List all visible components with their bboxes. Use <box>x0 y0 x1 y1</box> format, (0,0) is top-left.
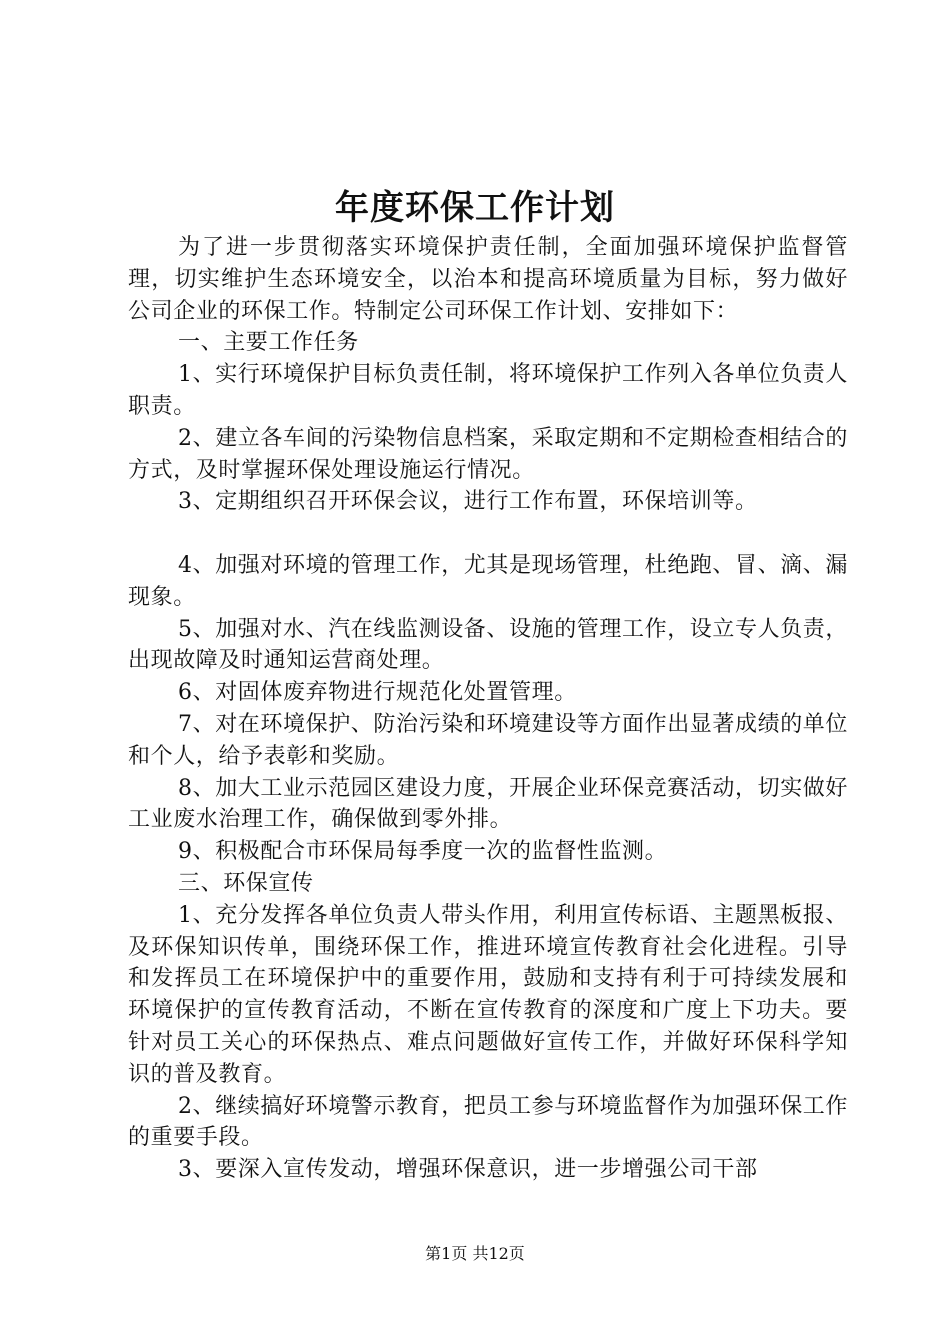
publicity-item-2: 2、继续搞好环境警示教育，把员工参与环境监督作为加强环保工作的重要手段。 <box>128 1093 848 1151</box>
task-item-8: 8、加大工业示范园区建设力度，开展企业环保竞赛活动，切实做好工业废水治理工作，确保做到零外排。 <box>128 775 848 833</box>
section-heading-publicity: 三、环保宣传 <box>178 870 314 896</box>
task-item-2: 2、建立各车间的污染物信息档案，采取定期和不定期检查相结合的方式，及时掌握环保处理设施运行情况。 <box>128 425 848 483</box>
page-footer: 第1页 共12页 <box>425 1244 525 1263</box>
section-heading-main-tasks: 一、主要工作任务 <box>178 330 359 356</box>
task-item-4: 4、加强对环境的管理工作，尤其是现场管理，杜绝跑、冒、滴、漏现象。 <box>128 552 848 610</box>
task-item-3: 3、定期组织召开环保会议，进行工作布置，环保培训等。 <box>178 489 758 515</box>
task-item-7: 7、对在环境保护、防治污染和环境建设等方面作出显著成绩的单位和个人，给予表彰和奖励。 <box>128 711 848 769</box>
publicity-item-1: 1、充分发挥各单位负责人带头作用，利用宣传标语、主题黑板报、及环保知识传单，围绕环保工作，推进环境宣传教育社会化进程。引导和发挥员工在环境保护中的重要作用，鼓励和支持有利于可持续发展和环境保护的宣传教育活动，不断在宣传教育的深度和广度上下功夫。要针对员工关心的环保热点、难点问题做好宣传工作，并做好环保科学知识的普及教育。 <box>128 902 848 1087</box>
blank-line <box>128 518 848 550</box>
task-item-1: 1、实行环境保护目标负责任制，将环境保护工作列入各单位负责人职责。 <box>128 362 848 419</box>
task-item-6: 6、对固体废弃物进行规范化处置管理。 <box>178 680 577 706</box>
publicity-item-3: 3、要深入宣传发动，增强环保意识，进一步增强公司干部 <box>178 1157 758 1183</box>
task-item-9: 9、积极配合市环保局每季度一次的监督性监测。 <box>178 839 668 865</box>
document-body <box>128 232 848 1186</box>
document-title: 年度环保工作计划 <box>335 188 615 228</box>
task-item-5: 5、加强对水、汽在线监测设备、设施的管理工作，设立专人负责，出现故障及时通知运营商处理。 <box>128 616 848 674</box>
intro-paragraph: 为了进一步贯彻落实环境保护责任制，全面加强环境保护监督管理，切实维护生态环境安全，以治本和提高环境质量为目标，努力做好公司企业的环保工作。特制定公司环保工作计划、安排如下： <box>128 235 848 324</box>
